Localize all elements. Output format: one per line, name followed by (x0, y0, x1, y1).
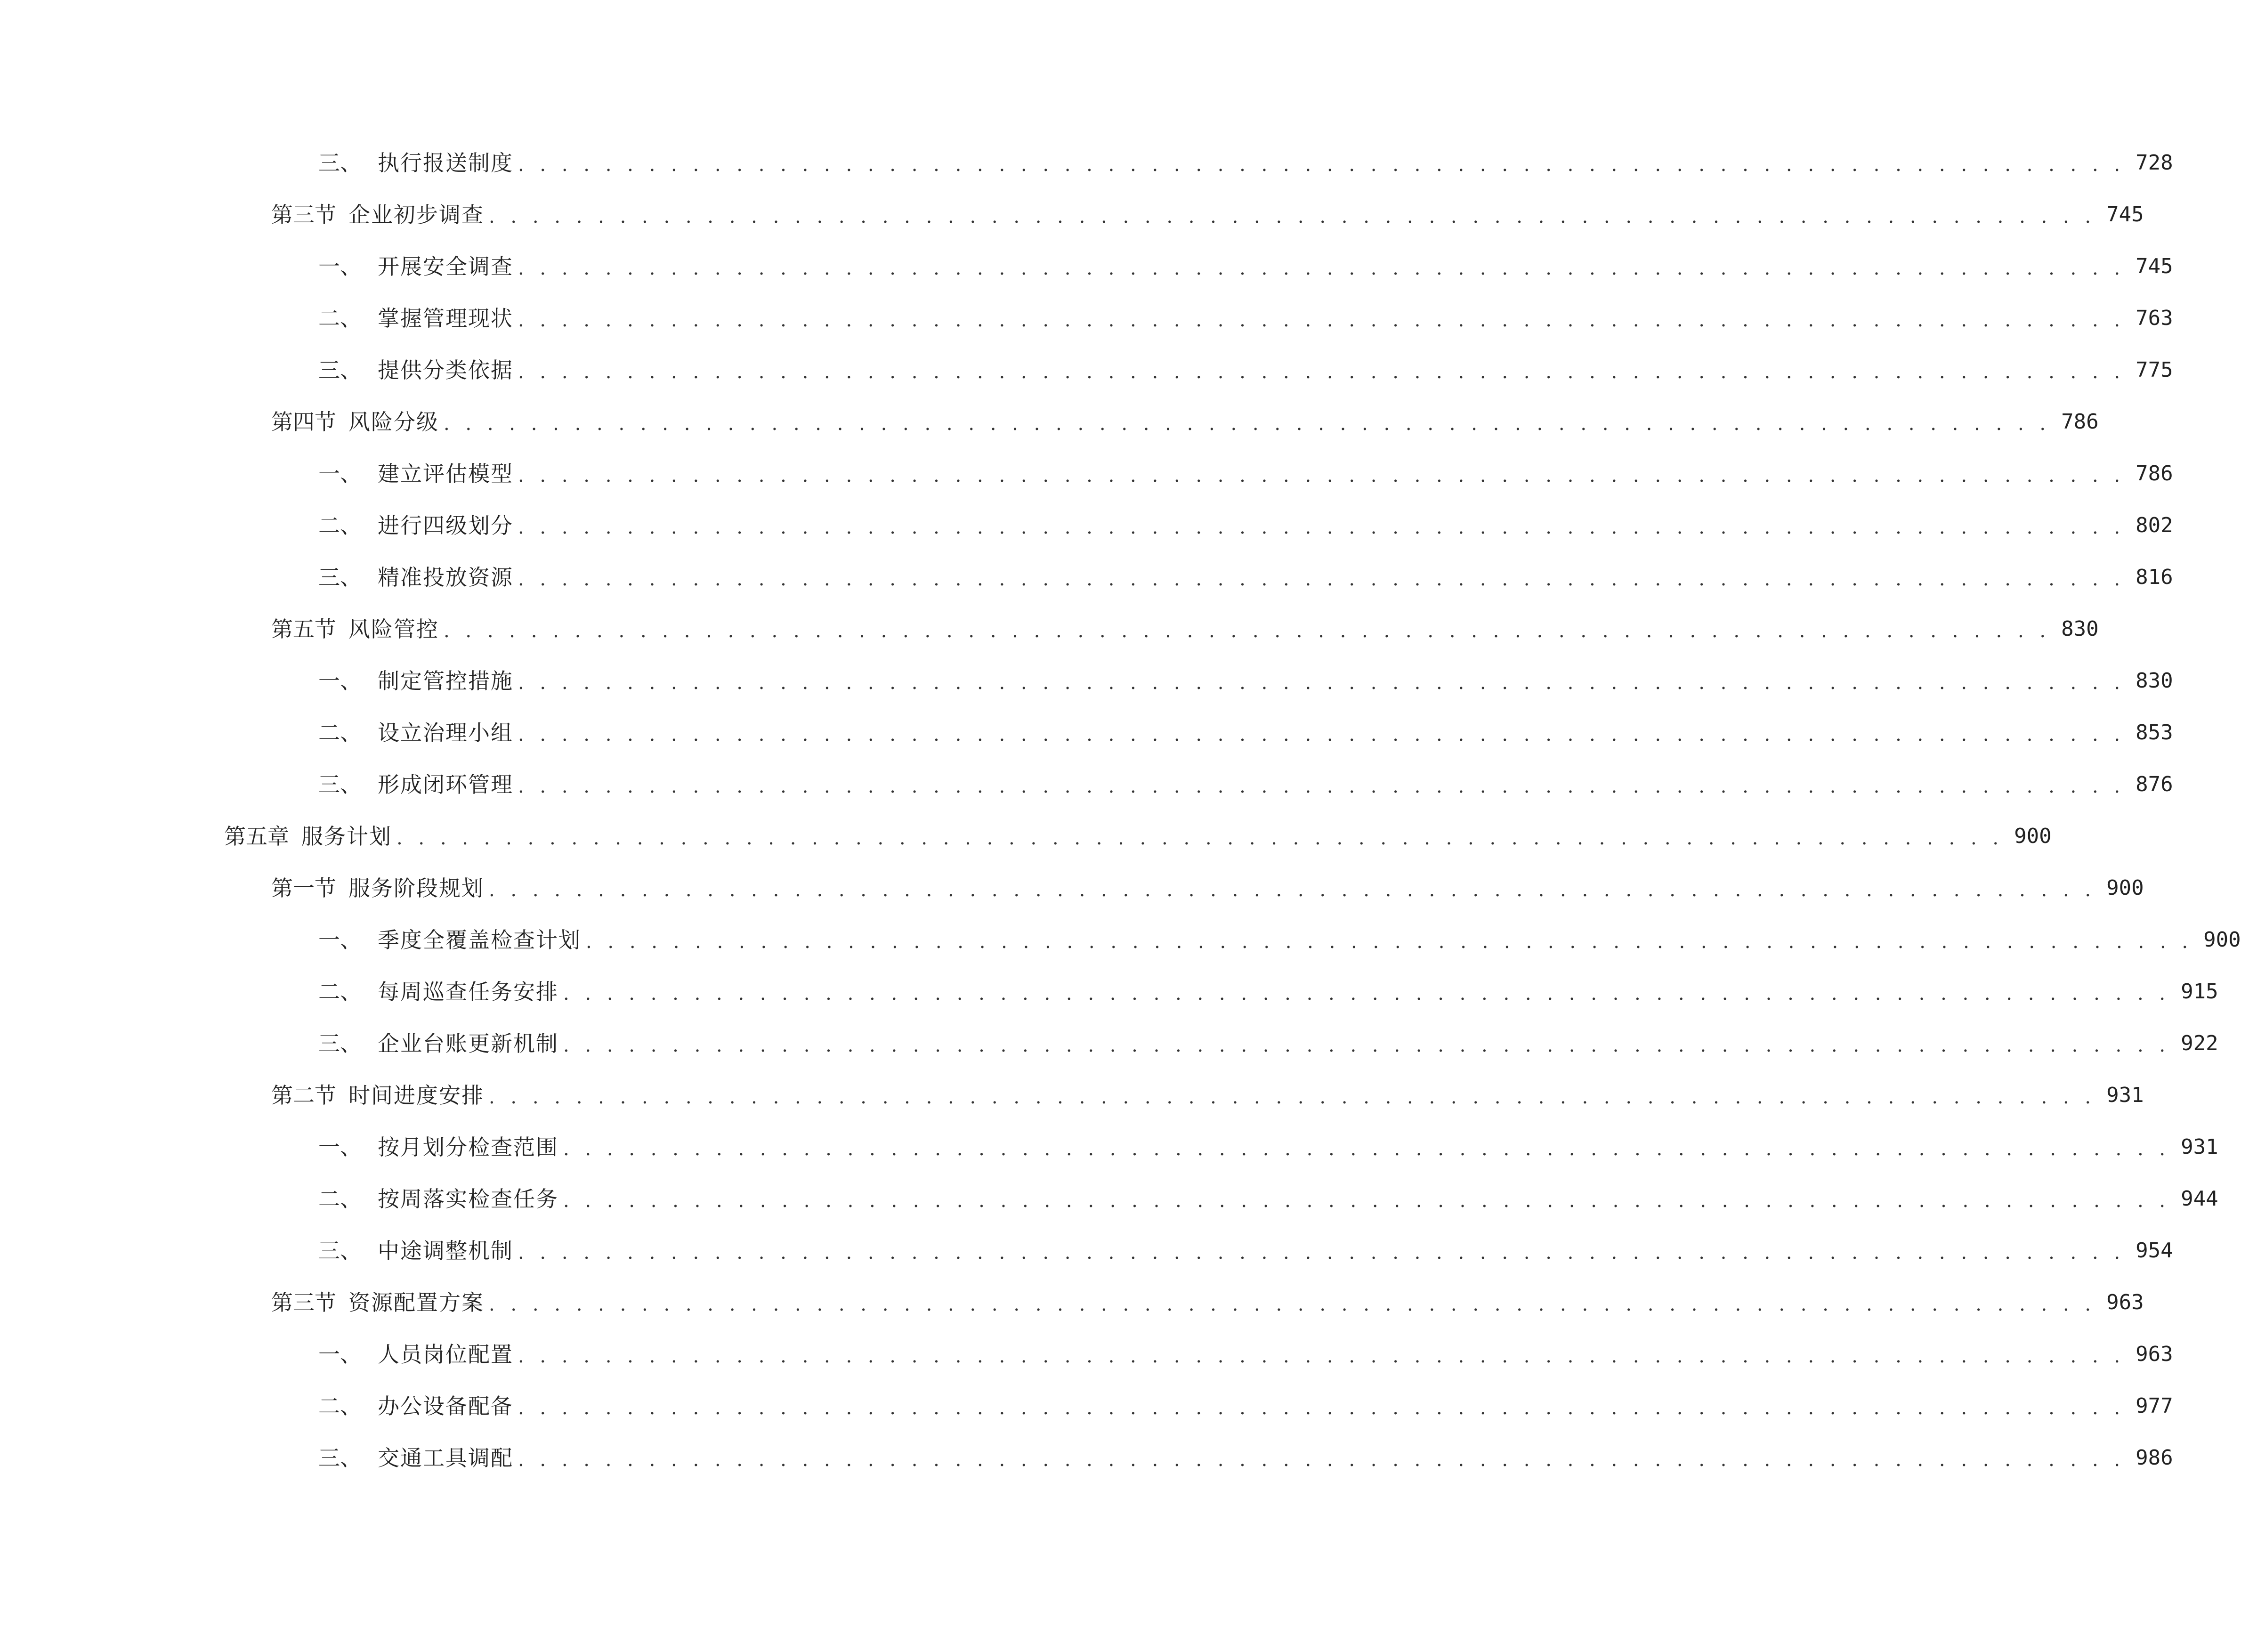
toc-entry-title: 办公设备配备 (378, 1393, 513, 1419)
toc-entry-page: 745 (2106, 202, 2144, 227)
toc-entry-title: 执行报送制度 (378, 150, 513, 176)
toc-entry-page: 977 (2136, 1394, 2173, 1418)
toc-entry-title: 进行四级划分 (378, 513, 513, 538)
dot-leader: . . . . . . . . . . . . . . . . . . . . . . . . . . . . . . . . . . . . . . . . . . . . . . . . . . . . . . . . . . . . . . . . . . . . . . . . . . (563, 983, 2170, 1004)
toc-entry[interactable] (318, 1336, 2173, 1373)
toc-entry[interactable] (271, 1077, 2144, 1114)
toc-entry-page: 728 (2136, 151, 2173, 175)
toc-entry-number: 二、 (318, 513, 362, 538)
toc-entry-page: 900 (2014, 824, 2052, 848)
toc-entry-title: 开展安全调查 (378, 254, 513, 279)
toc-entry-number: 三、 (318, 1445, 362, 1471)
toc-entry-number: 二、 (318, 720, 362, 745)
dot-leader: . . . . . . . . . . . . . . . . . . . . . . . . . . . . . . . . . . . . . . . . . . . . . . . . . . . . . . . . . . . . . . . . . . . . . . . . . . (518, 672, 2125, 694)
toc-entry-title: 中途调整机制 (378, 1238, 513, 1263)
dot-leader: . . . . . . . . . . . . . . . . . . . . . . . . . . . . . . . . . . . . . . . . . . . . . . . . . . . . . . . . . . . . . . . . . . . . . . . . . . (444, 413, 2051, 435)
toc-entry-number: 一、 (318, 1134, 362, 1160)
toc-entry[interactable] (318, 507, 2173, 544)
toc-entry-title: 服务阶段规划 (348, 875, 484, 901)
toc-entry[interactable] (318, 1128, 2218, 1166)
toc-entry[interactable] (318, 921, 2241, 959)
toc-entry-page: 786 (2061, 410, 2099, 434)
toc-entry-title: 季度全覆盖检查计划 (378, 927, 581, 953)
toc-entry[interactable] (318, 1232, 2173, 1270)
toc-entry-number: 三、 (318, 150, 362, 176)
toc-entry[interactable] (318, 973, 2218, 1011)
dot-leader: . . . . . . . . . . . . . . . . . . . . . . . . . . . . . . . . . . . . . . . . . . . . . . . . . . . . . . . . . . . . . . . . . . . . . . . . . . (489, 1086, 2096, 1108)
dot-leader: . . . . . . . . . . . . . . . . . . . . . . . . . . . . . . . . . . . . . . . . . . . . . . . . . . . . . . . . . . . . . . . . . . . . . . . . . . (563, 1035, 2170, 1056)
dot-leader: . . . . . . . . . . . . . . . . . . . . . . . . . . . . . . . . . . . . . . . . . . . . . . . . . . . . . . . . . . . . . . . . . . . . . . . . . . (518, 724, 2125, 745)
toc-entry-page: 944 (2181, 1187, 2218, 1211)
toc-entry-number: 二、 (318, 1186, 362, 1212)
toc-entry-page: 775 (2136, 358, 2173, 382)
toc-entry-page: 954 (2136, 1239, 2173, 1263)
dot-leader: . . . . . . . . . . . . . . . . . . . . . . . . . . . . . . . . . . . . . . . . . . . . . . . . . . . . . . . . . . . . . . . . . . . . . . . . . . (563, 1138, 2170, 1160)
toc-entry-number: 二、 (318, 1393, 362, 1419)
toc-entry-title: 每周巡查任务安排 (378, 979, 558, 1004)
toc-entry-title: 企业初步调查 (348, 202, 484, 227)
dot-leader: . . . . . . . . . . . . . . . . . . . . . . . . . . . . . . . . . . . . . . . . . . . . . . . . . . . . . . . . . . . . . . . . . . . . . . . . . . (489, 879, 2096, 901)
toc-entry-title: 形成闭环管理 (378, 772, 513, 797)
toc-entry[interactable] (318, 1025, 2218, 1062)
toc-entry-title: 时间进度安排 (348, 1083, 484, 1108)
toc-entry[interactable] (318, 766, 2173, 803)
toc-entry-number: 二、 (318, 979, 362, 1004)
toc-entry[interactable] (224, 818, 2052, 855)
toc-entry-number: 三、 (318, 772, 362, 797)
toc-entry[interactable] (271, 403, 2099, 441)
dot-leader: . . . . . . . . . . . . . . . . . . . . . . . . . . . . . . . . . . . . . . . . . . . . . . . . . . . . . . . . . . . . . . . . . . . . . . . . . . (489, 1294, 2096, 1315)
toc-entry-title: 精准投放资源 (378, 565, 513, 590)
toc-entry-page: 830 (2136, 669, 2173, 693)
toc-entry-page: 915 (2181, 980, 2218, 1004)
toc-entry-number: 一、 (318, 668, 362, 694)
toc-entry-title: 服务计划 (301, 824, 392, 849)
toc-entry-number: 第五节 (271, 616, 336, 642)
dot-leader: . . . . . . . . . . . . . . . . . . . . . . . . . . . . . . . . . . . . . . . . . . . . . . . . . . . . . . . . . . . . . . . . . . . . . . . . . . (586, 931, 2193, 953)
toc-entry-page: 876 (2136, 772, 2173, 796)
toc-entry[interactable] (318, 559, 2173, 596)
toc-entry[interactable] (318, 1387, 2173, 1425)
dot-leader: . . . . . . . . . . . . . . . . . . . . . . . . . . . . . . . . . . . . . . . . . . . . . . . . . . . . . . . . . . . . . . . . . . . . . . . . . . (518, 258, 2125, 279)
toc-entry-page: 853 (2136, 721, 2173, 745)
toc-entry-title: 交通工具调配 (378, 1445, 513, 1471)
toc-entry-number: 第三节 (271, 1290, 336, 1315)
toc-entry[interactable] (318, 662, 2173, 700)
dot-leader: . . . . . . . . . . . . . . . . . . . . . . . . . . . . . . . . . . . . . . . . . . . . . . . . . . . . . . . . . . . . . . . . . . . . . . . . . . (518, 1449, 2125, 1471)
dot-leader: . . . . . . . . . . . . . . . . . . . . . . . . . . . . . . . . . . . . . . . . . . . . . . . . . . . . . . . . . . . . . . . . . . . . . . . . . . (518, 1397, 2125, 1419)
toc-entry-page: 763 (2136, 306, 2173, 330)
dot-leader: . . . . . . . . . . . . . . . . . . . . . . . . . . . . . . . . . . . . . . . . . . . . . . . . . . . . . . . . . . . . . . . . . . . . . . . . . . (489, 206, 2096, 227)
toc-entry[interactable] (318, 1180, 2218, 1218)
toc-entry-title: 按月划分检查范围 (378, 1134, 558, 1160)
toc-entry-page: 963 (2136, 1342, 2173, 1366)
toc-entry-page: 931 (2106, 1083, 2144, 1107)
toc-entry-page: 986 (2136, 1446, 2173, 1470)
toc-entry[interactable] (271, 196, 2144, 234)
toc-entry-number: 三、 (318, 357, 362, 383)
toc-entry-number: 三、 (318, 1031, 362, 1056)
dot-leader: . . . . . . . . . . . . . . . . . . . . . . . . . . . . . . . . . . . . . . . . . . . . . . . . . . . . . . . . . . . . . . . . . . . . . . . . . . (518, 154, 2125, 176)
dot-leader: . . . . . . . . . . . . . . . . . . . . . . . . . . . . . . . . . . . . . . . . . . . . . . . . . . . . . . . . . . . . . . . . . . . . . . . . . . (444, 620, 2051, 642)
toc-entry[interactable] (318, 144, 2173, 182)
dot-leader: . . . . . . . . . . . . . . . . . . . . . . . . . . . . . . . . . . . . . . . . . . . . . . . . . . . . . . . . . . . . . . . . . . . . . . . . . . (518, 465, 2125, 486)
toc-entry-number: 一、 (318, 1342, 362, 1367)
toc-entry-page: 900 (2106, 876, 2144, 900)
toc-entry[interactable] (271, 869, 2144, 907)
toc-entry-number: 第三节 (271, 202, 336, 227)
toc-entry-title: 按周落实检查任务 (378, 1186, 558, 1212)
toc-entry-title: 建立评估模型 (378, 461, 513, 486)
toc-entry-number: 一、 (318, 927, 362, 953)
toc-entry-title: 企业台账更新机制 (378, 1031, 558, 1056)
toc-entry-number: 第一节 (271, 875, 336, 901)
toc-entry-title: 设立治理小组 (378, 720, 513, 745)
toc-entry-title: 制定管控措施 (378, 668, 513, 694)
toc-entry-number: 第二节 (271, 1083, 336, 1108)
toc-entry[interactable] (318, 300, 2173, 337)
toc-entry-title: 风险分级 (348, 409, 439, 435)
toc-entry[interactable] (318, 455, 2173, 493)
toc-entry-page: 963 (2106, 1290, 2144, 1314)
dot-leader: . . . . . . . . . . . . . . . . . . . . . . . . . . . . . . . . . . . . . . . . . . . . . . . . . . . . . . . . . . . . . . . . . . . . . . . . . . (518, 1345, 2125, 1367)
dot-leader: . . . . . . . . . . . . . . . . . . . . . . . . . . . . . . . . . . . . . . . . . . . . . . . . . . . . . . . . . . . . . . . . . . . . . . . . . . (518, 517, 2125, 538)
toc-entry-number: 三、 (318, 565, 362, 590)
toc-entry[interactable] (271, 1284, 2144, 1321)
dot-leader: . . . . . . . . . . . . . . . . . . . . . . . . . . . . . . . . . . . . . . . . . . . . . . . . . . . . . . . . . . . . . . . . . . . . . . . . . . (518, 361, 2125, 383)
toc-entry-title: 提供分类依据 (378, 357, 513, 383)
toc-entry-number: 一、 (318, 461, 362, 486)
dot-leader: . . . . . . . . . . . . . . . . . . . . . . . . . . . . . . . . . . . . . . . . . . . . . . . . . . . . . . . . . . . . . . . . . . . . . . . . . . (518, 776, 2125, 797)
toc-entry-number: 第五章 (224, 824, 289, 849)
toc-entry-number: 二、 (318, 306, 362, 331)
dot-leader: . . . . . . . . . . . . . . . . . . . . . . . . . . . . . . . . . . . . . . . . . . . . . . . . . . . . . . . . . . . . . . . . . . . . . . . . . . (518, 309, 2125, 331)
toc-entry[interactable] (318, 1439, 2173, 1477)
toc-entry-number: 一、 (318, 254, 362, 279)
toc-entry-number: 第四节 (271, 409, 336, 435)
toc-entry[interactable] (318, 351, 2173, 389)
toc-entry-title: 人员岗位配置 (378, 1342, 513, 1367)
toc-entry-page: 830 (2061, 617, 2099, 641)
toc-entry-page: 745 (2136, 254, 2173, 278)
dot-leader: . . . . . . . . . . . . . . . . . . . . . . . . . . . . . . . . . . . . . . . . . . . . . . . . . . . . . . . . . . . . . . . . . . . . . . . . . . (518, 568, 2125, 590)
dot-leader: . . . . . . . . . . . . . . . . . . . . . . . . . . . . . . . . . . . . . . . . . . . . . . . . . . . . . . . . . . . . . . . . . . . . . . . . . . (396, 827, 2004, 849)
toc-entry-page: 816 (2136, 565, 2173, 589)
toc-entry-title: 风险管控 (348, 616, 439, 642)
toc-entry[interactable] (271, 610, 2099, 648)
dot-leader: . . . . . . . . . . . . . . . . . . . . . . . . . . . . . . . . . . . . . . . . . . . . . . . . . . . . . . . . . . . . . . . . . . . . . . . . . . (563, 1190, 2170, 1212)
toc-entry-number: 三、 (318, 1238, 362, 1263)
toc-entry-page: 900 (2203, 928, 2241, 952)
toc-entry-page: 931 (2181, 1135, 2218, 1159)
toc-entry[interactable] (318, 248, 2173, 285)
dot-leader: . . . . . . . . . . . . . . . . . . . . . . . . . . . . . . . . . . . . . . . . . . . . . . . . . . . . . . . . . . . . . . . . . . . . . . . . . . (518, 1242, 2125, 1263)
toc-entry-title: 掌握管理现状 (378, 306, 513, 331)
toc-entry[interactable] (318, 714, 2173, 752)
toc-entry-title: 资源配置方案 (348, 1290, 484, 1315)
toc-entry-page: 802 (2136, 513, 2173, 537)
toc-entry-page: 786 (2136, 462, 2173, 486)
toc-entry-page: 922 (2181, 1031, 2218, 1055)
